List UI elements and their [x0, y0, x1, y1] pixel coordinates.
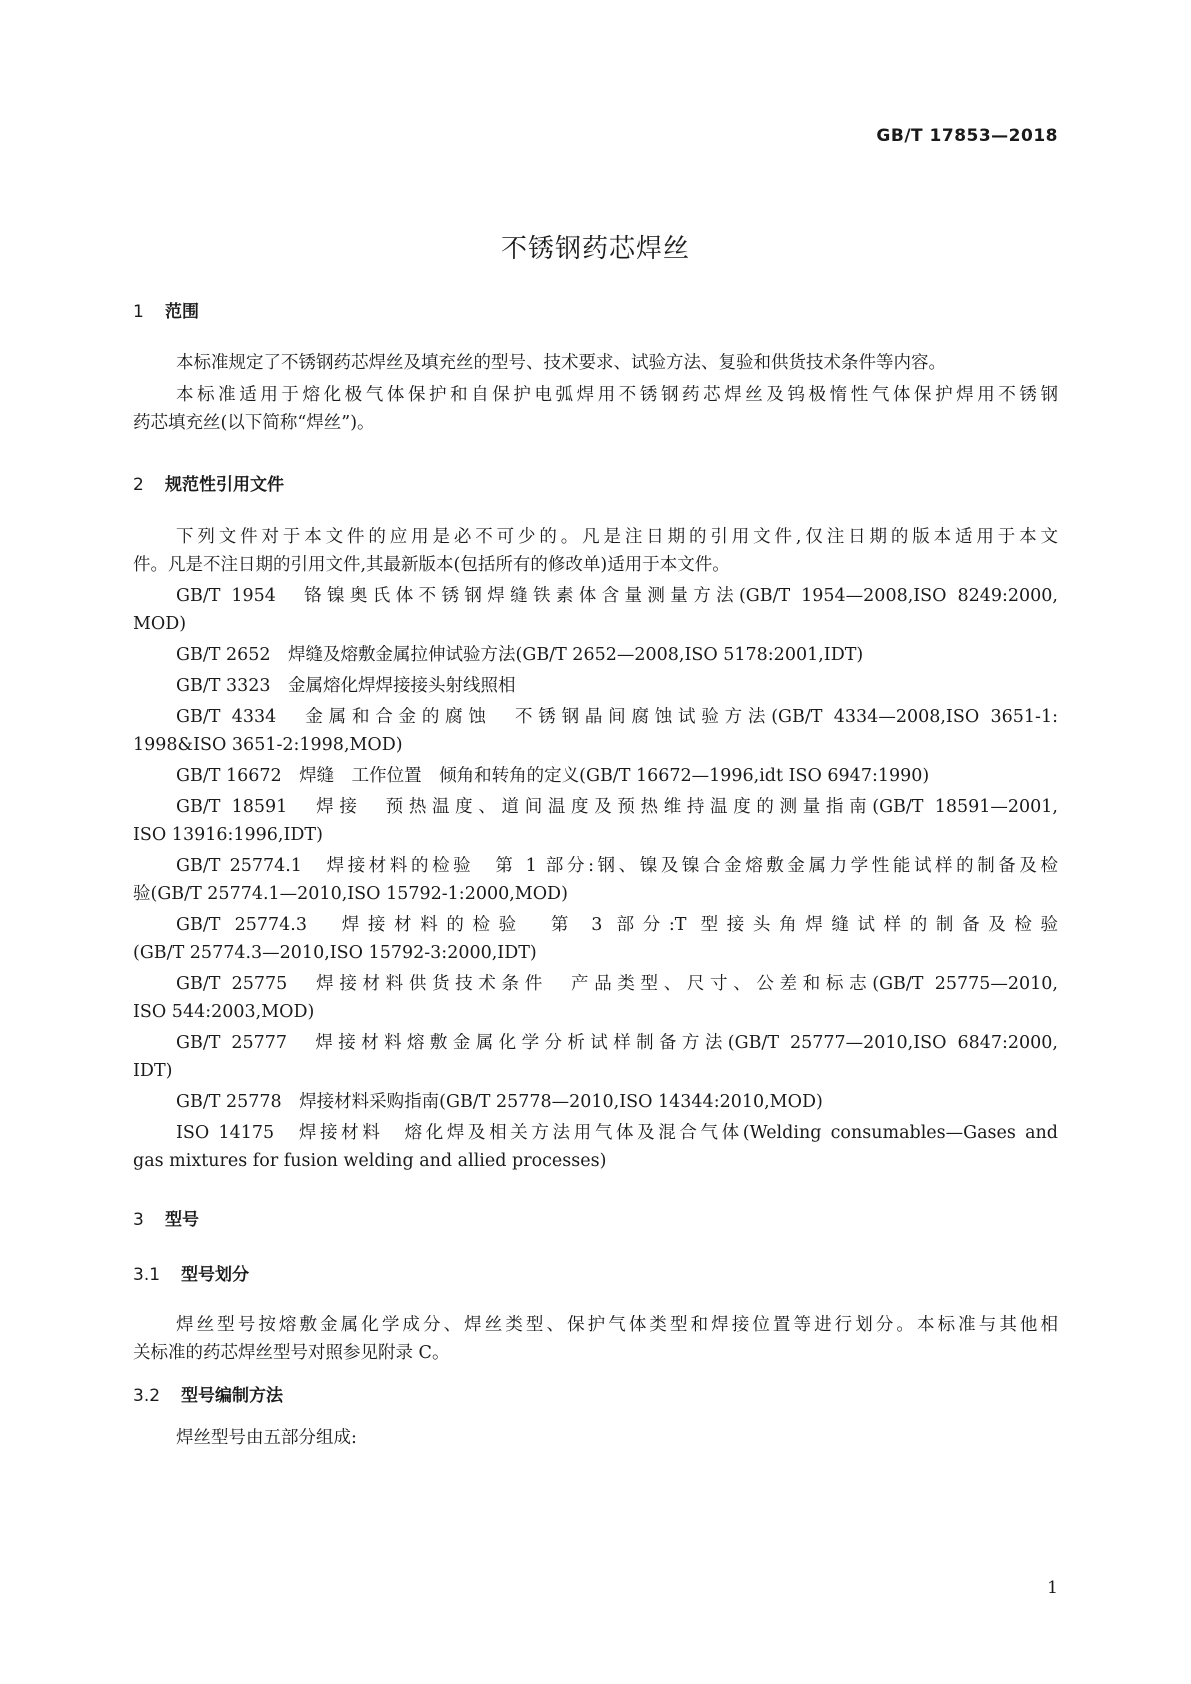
- section-number: 2: [133, 475, 144, 495]
- reference-entry: GB/T 25774.1 焊接材料的检验 第 1 部分:钢、镍及镍合金熔敷金属力学性能试样的制备及检: [176, 856, 1058, 876]
- paragraph-line: 药芯填充丝(以下简称“焊丝”)。: [133, 413, 375, 433]
- reference-entry: GB/T 4334 金属和合金的腐蚀 不锈钢晶间腐蚀试验方法(GB/T 4334—2008,ISO 3651-1:: [176, 707, 1058, 727]
- reference-entry: GB/T 25777 焊接材料熔敷金属化学分析试样制备方法(GB/T 25777—2010,ISO 6847:2000,: [176, 1033, 1058, 1053]
- section-number: 3.1: [133, 1265, 161, 1285]
- section-2-heading: [133, 470, 284, 495]
- reference-entry: GB/T 1954 铬镍奥氏体不锈钢焊缝铁素体含量测量方法(GB/T 1954—2008,ISO 8249:2000,: [176, 586, 1058, 606]
- section-title: 型号: [165, 1210, 199, 1230]
- standard-code: GB/T 17853—2018: [876, 126, 1058, 146]
- reference-entry-continued: ISO 13916:1996,IDT): [133, 825, 323, 845]
- reference-entry-continued: IDT): [133, 1061, 173, 1081]
- reference-entry: GB/T 2652 焊缝及熔敷金属拉伸试验方法(GB/T 2652—2008,ISO 5178:2001,IDT): [176, 645, 864, 665]
- paragraph-line: 下列文件对于本文件的应用是必不可少的。凡是注日期的引用文件,仅注日期的版本适用于本文: [176, 527, 1058, 547]
- paragraph-line: 本标准适用于熔化极气体保护和自保护电弧焊用不锈钢药芯焊丝及钨极惰性气体保护焊用不锈钢: [176, 385, 1058, 405]
- section-title: 范围: [165, 302, 199, 322]
- section-title: 规范性引用文件: [165, 475, 284, 495]
- reference-entry: GB/T 3323 金属熔化焊焊接接头射线照相: [176, 676, 516, 696]
- section-3-heading: [133, 1205, 199, 1230]
- reference-entry-continued: gas mixtures for fusion welding and allied processes): [133, 1151, 607, 1171]
- paragraph-line: 关标准的药芯焊丝型号对照参见附录 C。: [133, 1343, 450, 1363]
- reference-entry-continued: ISO 544:2003,MOD): [133, 1002, 315, 1022]
- reference-entry: GB/T 18591 焊接 预热温度、道间温度及预热维持温度的测量指南(GB/T 18591—2001,: [176, 797, 1058, 817]
- section-number: 3: [133, 1210, 144, 1230]
- reference-entry-continued: 验(GB/T 25774.1—2010,ISO 15792-1:2000,MOD): [133, 884, 568, 904]
- reference-entry-continued: 1998&ISO 3651-2:1998,MOD): [133, 735, 403, 755]
- reference-entry: GB/T 25774.3 焊接材料的检验 第 3 部分:T 型接头角焊缝试样的制备及检验: [176, 915, 1058, 935]
- reference-entry: ISO 14175 焊接材料 熔化焊及相关方法用气体及混合气体(Welding consumables—Gases and: [176, 1123, 1058, 1143]
- section-3-2-heading: [133, 1381, 283, 1406]
- paragraph-line: 本标准规定了不锈钢药芯焊丝及填充丝的型号、技术要求、试验方法、复验和供货技术条件等内容。: [176, 353, 946, 373]
- section-title: 型号划分: [181, 1265, 249, 1285]
- reference-entry: GB/T 25778 焊接材料采购指南(GB/T 25778—2010,ISO 14344:2010,MOD): [176, 1092, 823, 1112]
- section-number: 1: [133, 302, 144, 322]
- paragraph-line: 焊丝型号由五部分组成:: [176, 1428, 357, 1448]
- paragraph-line: 件。凡是不注日期的引用文件,其最新版本(包括所有的修改单)适用于本文件。: [133, 555, 730, 575]
- section-title: 型号编制方法: [181, 1386, 283, 1406]
- section-1-heading: [133, 297, 199, 322]
- section-3-1-heading: [133, 1260, 249, 1285]
- paragraph-line: 焊丝型号按熔敷金属化学成分、焊丝类型、保护气体类型和焊接位置等进行划分。本标准与其他相: [176, 1315, 1058, 1335]
- page-number: 1: [1047, 1578, 1058, 1598]
- section-number: 3.2: [133, 1386, 161, 1406]
- reference-entry-continued: (GB/T 25774.3—2010,ISO 15792-3:2000,IDT): [133, 943, 537, 963]
- reference-entry: GB/T 16672 焊缝 工作位置 倾角和转角的定义(GB/T 16672—1996,idt ISO 6947:1990): [176, 766, 930, 786]
- reference-entry: GB/T 25775 焊接材料供货技术条件 产品类型、尺寸、公差和标志(GB/T 25775—2010,: [176, 974, 1058, 994]
- reference-entry-continued: MOD): [133, 614, 187, 634]
- document-title: 不锈钢药芯焊丝: [500, 234, 690, 264]
